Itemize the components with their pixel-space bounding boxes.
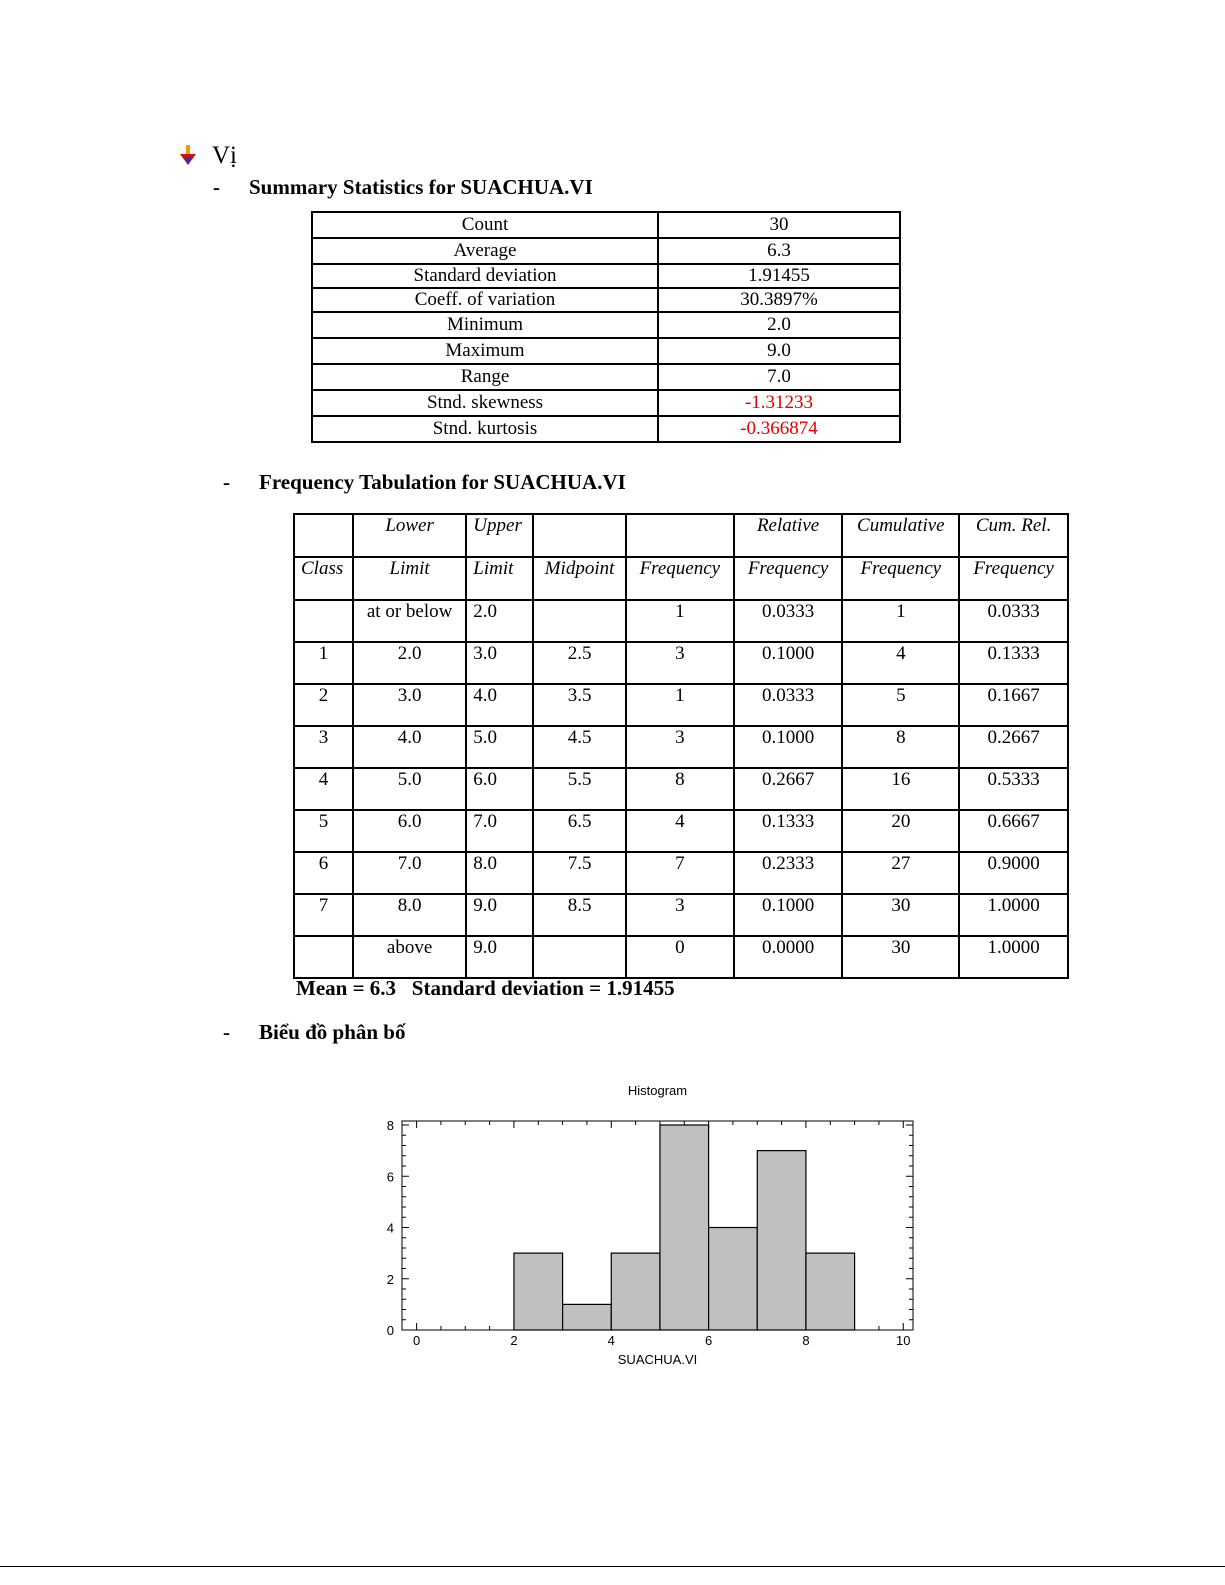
summary-label: Range: [312, 364, 658, 390]
table-row: [294, 894, 1068, 936]
table-cell: Limit: [466, 557, 533, 600]
arrow-down-icon: [178, 145, 198, 167]
table-row: [294, 684, 1068, 726]
frequency-title-text: Frequency Tabulation for SUACHUA.VI: [259, 470, 626, 494]
table-cell: 30: [842, 894, 959, 936]
table-cell: Frequency: [959, 557, 1068, 600]
topic-heading: [178, 142, 237, 170]
summary-row: [312, 238, 900, 264]
summary-label: Coeff. of variation: [312, 288, 658, 312]
summary-row: [312, 264, 900, 288]
table-cell: 0.1000: [734, 642, 843, 684]
chart-title-text: Biểu đồ phân bố: [259, 1020, 406, 1044]
table-cell: 5.5: [533, 768, 626, 810]
table-cell: 2.5: [533, 642, 626, 684]
table-cell: 27: [842, 852, 959, 894]
y-tick-label: 2: [386, 1271, 394, 1287]
table-cell: Midpoint: [533, 557, 626, 600]
table-cell: 8.0: [353, 894, 466, 936]
table-cell: 8.0: [466, 852, 533, 894]
table-cell: 5.0: [353, 768, 466, 810]
summary-value: 9.0: [658, 338, 900, 364]
dash-bullet: -: [213, 175, 220, 199]
table-cell: 7.5: [533, 852, 626, 894]
table-cell: 0.1667: [959, 684, 1068, 726]
summary-label: Maximum: [312, 338, 658, 364]
table-cell: Frequency: [734, 557, 843, 600]
summary-row: [312, 312, 900, 338]
y-tick-label: 0: [386, 1323, 394, 1338]
table-cell: 3.0: [353, 684, 466, 726]
summary-row: [312, 364, 900, 390]
header-row: [294, 557, 1068, 600]
table-cell: 4.0: [353, 726, 466, 768]
summary-value: -1.31233: [658, 390, 900, 416]
summary-label: Standard deviation: [312, 264, 658, 288]
table-cell: 1: [626, 600, 734, 642]
x-axis-label: SUACHUA.VI: [617, 1352, 698, 1367]
table-cell: 8: [626, 768, 734, 810]
table-cell: 3: [294, 726, 353, 768]
table-cell: 6.0: [466, 768, 533, 810]
table-cell: Relative: [734, 514, 843, 557]
table-cell: 1: [626, 684, 734, 726]
table-cell: 3.5: [533, 684, 626, 726]
table-row: [294, 852, 1068, 894]
y-tick-label: 6: [386, 1169, 394, 1185]
table-cell: Limit: [353, 557, 466, 600]
summary-value: 30.3897%: [658, 288, 900, 312]
table-cell: 2.0: [353, 642, 466, 684]
table-cell: Cum. Rel.: [959, 514, 1068, 557]
table-cell: 0.1333: [959, 642, 1068, 684]
table-cell: 9.0: [466, 894, 533, 936]
table-cell: 8.5: [533, 894, 626, 936]
x-tick-label: 10: [896, 1333, 911, 1348]
summary-row: [312, 338, 900, 364]
table-cell: 7: [294, 894, 353, 936]
table-cell: 1: [294, 642, 353, 684]
table-cell: at or below: [353, 600, 466, 642]
x-tick-label: 0: [412, 1333, 421, 1348]
table-cell: 8: [842, 726, 959, 768]
table-cell: 7.0: [353, 852, 466, 894]
x-tick-label: 8: [802, 1333, 810, 1348]
table-cell: [533, 936, 626, 978]
mean-std-summary: Mean = 6.3 Standard deviation = 1.91455: [296, 976, 675, 1000]
table-cell: 1.0000: [959, 894, 1068, 936]
table-cell: [533, 600, 626, 642]
summary-value: 30: [658, 212, 900, 238]
table-cell: [294, 514, 353, 557]
table-cell: [294, 936, 353, 978]
table-cell: 0.0333: [734, 684, 843, 726]
table-cell: [294, 600, 353, 642]
table-cell: 0.2333: [734, 852, 843, 894]
table-cell: 3: [626, 642, 734, 684]
table-cell: 0.2667: [734, 768, 843, 810]
table-cell: Frequency: [626, 557, 734, 600]
summary-row: [312, 390, 900, 416]
summary-row: [312, 416, 900, 442]
summary-row: [312, 288, 900, 312]
table-cell: 3.0: [466, 642, 533, 684]
table-cell: 2.0: [466, 600, 533, 642]
header-row: [294, 514, 1068, 557]
histogram-bar: [709, 1228, 758, 1331]
table-cell: Frequency: [842, 557, 959, 600]
summary-value: 2.0: [658, 312, 900, 338]
table-cell: 1.0000: [959, 936, 1068, 978]
table-cell: 6.0: [353, 810, 466, 852]
table-cell: 3: [626, 894, 734, 936]
summary-label: Stnd. kurtosis: [312, 416, 658, 442]
y-tick-label: 4: [386, 1220, 394, 1236]
table-cell: 5.0: [466, 726, 533, 768]
table-cell: 4.0: [466, 684, 533, 726]
table-row: [294, 726, 1068, 768]
page-bottom-rule: [0, 1566, 1225, 1567]
dash-bullet: -: [223, 1020, 230, 1044]
table-cell: 4: [626, 810, 734, 852]
y-tick-label: 8: [386, 1118, 394, 1133]
summary-value: 7.0: [658, 364, 900, 390]
table-cell: Class: [294, 557, 353, 600]
table-cell: 20: [842, 810, 959, 852]
table-cell: 0.1000: [734, 726, 843, 768]
summary-value: 6.3: [658, 238, 900, 264]
table-cell: 7: [626, 852, 734, 894]
summary-title-text: Summary Statistics for SUACHUA.VI: [249, 175, 593, 199]
histogram-chart: [370, 1078, 940, 1378]
table-row: [294, 810, 1068, 852]
table-cell: [533, 514, 626, 557]
summary-row: [312, 212, 900, 238]
table-cell: 2: [294, 684, 353, 726]
table-cell: Lower: [353, 514, 466, 557]
histogram-bar: [806, 1253, 855, 1330]
table-cell: 0.1333: [734, 810, 843, 852]
table-cell: 5: [294, 810, 353, 852]
histogram-bar: [611, 1253, 660, 1330]
table-cell: 3: [626, 726, 734, 768]
table-cell: 4: [842, 642, 959, 684]
chart-section-title: [223, 1020, 406, 1045]
table-cell: Upper: [466, 514, 533, 557]
histogram-bar: [563, 1304, 612, 1330]
summary-value: -0.366874: [658, 416, 900, 442]
table-cell: 16: [842, 768, 959, 810]
table-cell: 0.5333: [959, 768, 1068, 810]
summary-label: Average: [312, 238, 658, 264]
table-cell: 0.0333: [734, 600, 843, 642]
table-cell: 4.5: [533, 726, 626, 768]
table-cell: 0: [626, 936, 734, 978]
dash-bullet: -: [223, 470, 230, 494]
table-cell: [626, 514, 734, 557]
histogram-bar: [660, 1125, 709, 1330]
table-cell: 9.0: [466, 936, 533, 978]
x-tick-label: 4: [607, 1333, 615, 1348]
table-cell: 0.1000: [734, 894, 843, 936]
chart-title: Histogram: [627, 1083, 688, 1098]
table-cell: 7.0: [466, 810, 533, 852]
table-cell: 0.2667: [959, 726, 1068, 768]
summary-label: Minimum: [312, 312, 658, 338]
summary-section-title: [213, 175, 593, 200]
frequency-table: [293, 513, 1069, 979]
table-row: [294, 600, 1068, 642]
summary-statistics-table: [311, 211, 901, 443]
table-row: [294, 936, 1068, 978]
table-cell: 30: [842, 936, 959, 978]
table-cell: 6.5: [533, 810, 626, 852]
table-cell: 1: [842, 600, 959, 642]
table-cell: 4: [294, 768, 353, 810]
summary-value: 1.91455: [658, 264, 900, 288]
table-cell: above: [353, 936, 466, 978]
table-cell: 0.0333: [959, 600, 1068, 642]
table-cell: Cumulative: [842, 514, 959, 557]
table-cell: 5: [842, 684, 959, 726]
summary-label: Stnd. skewness: [312, 390, 658, 416]
histogram-bar: [757, 1151, 806, 1330]
frequency-section-title: [223, 470, 626, 495]
summary-label: Count: [312, 212, 658, 238]
table-cell: 6: [294, 852, 353, 894]
table-row: [294, 768, 1068, 810]
table-cell: 0.6667: [959, 810, 1068, 852]
table-cell: 0.0000: [734, 936, 843, 978]
x-tick-label: 6: [704, 1333, 713, 1348]
topic-title: Vị: [212, 142, 237, 169]
x-tick-label: 2: [510, 1333, 518, 1348]
table-cell: 0.9000: [959, 852, 1068, 894]
table-row: [294, 642, 1068, 684]
histogram-bar: [514, 1253, 563, 1330]
